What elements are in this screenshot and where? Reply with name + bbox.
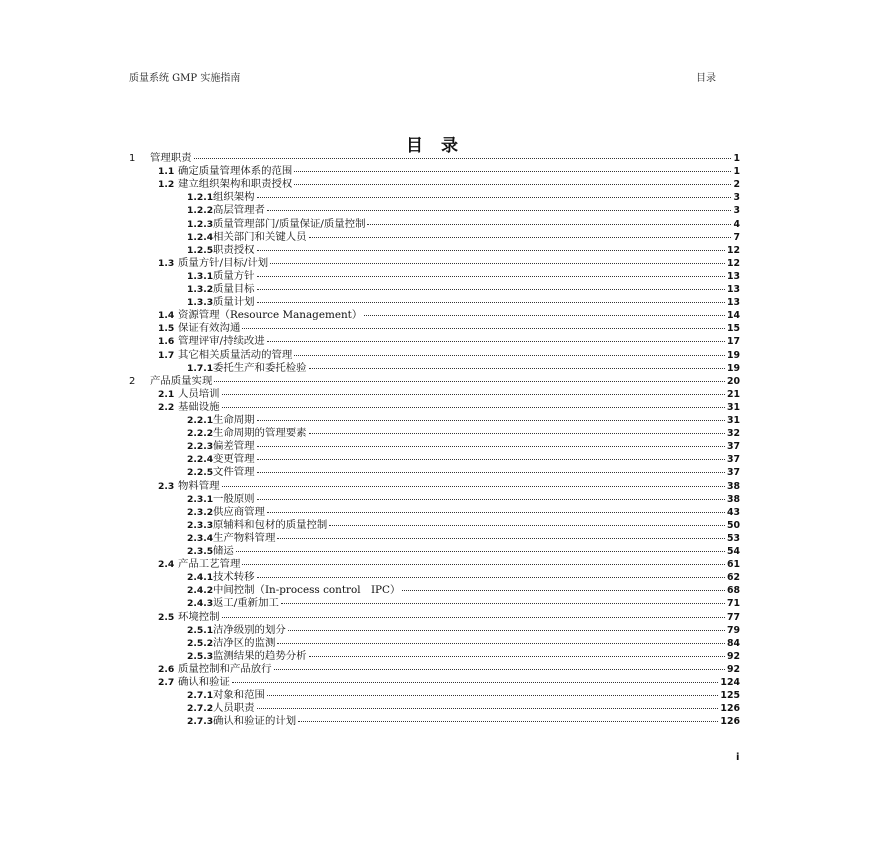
page-title: 目 录 [406,136,464,156]
toc-entry-page: 37 [726,454,740,466]
toc-entry[interactable] [0,165,870,178]
toc-entry[interactable] [0,715,870,728]
toc-entry-number: 1.2.1 [187,192,214,204]
toc-entry-page: 43 [726,506,740,518]
toc-dot-leader [257,289,725,290]
toc-entry-number: 2.4.1 [187,572,214,584]
page-number: i [736,752,740,763]
toc-dot-leader [309,368,725,369]
running-header-title: 质量系统 GMP 实施指南 [129,73,241,84]
toc-dot-leader [236,551,725,552]
toc-entry[interactable] [0,493,870,506]
toc-entry[interactable] [0,440,870,453]
toc-entry-number: 2.4 [158,559,175,571]
toc-entry[interactable] [0,414,870,427]
toc-entry[interactable] [0,506,870,519]
toc-entry-number: 2.5.1 [187,624,214,636]
toc-entry-title: 保证有效沟通 [178,322,241,335]
toc-entry-number: 2.7.2 [187,703,214,715]
toc-entry[interactable] [0,532,870,545]
toc-entry[interactable] [0,676,870,689]
toc-entry-title: 质量方针/目标/计划 [178,256,269,269]
toc-entry-title: 职责授权 [213,243,255,256]
toc-dot-leader [294,355,725,356]
toc-dot-leader [222,617,725,618]
toc-entry-number: 1.7.1 [187,362,214,374]
toc-entry-page: 31 [726,415,740,426]
toc-dot-leader [257,420,725,421]
toc-entry-title: 资源管理（Resource Management） [178,309,363,322]
toc-entry-number: 2.1 [158,388,175,400]
toc-entry-number: 1.2.2 [187,205,214,217]
toc-entry[interactable] [0,650,870,663]
toc-dot-leader [402,590,725,591]
toc-dot-leader [257,459,725,460]
toc-dot-leader [257,577,725,578]
toc-entry-page: 68 [726,585,740,597]
toc-entry-title: 质量计划 [213,296,255,309]
toc-dot-leader [214,381,725,382]
toc-entry-title: 洁净区的监测 [213,636,276,649]
toc-dot-leader [277,643,725,644]
toc-entry[interactable] [0,231,870,244]
toc-entry-title: 质量管理部门/质量保证/质量控制 [213,217,366,230]
toc-entry-title: 人员培训 [178,387,220,400]
toc-entry-number: 2.3.3 [187,519,214,531]
toc-entry-title: 质量目标 [213,283,255,295]
toc-entry-title: 建立组织架构和职责授权 [178,178,293,191]
toc-entry-page: 126 [720,703,740,715]
toc-entry-number: 2.2.5 [187,467,214,479]
toc-dot-leader [364,315,725,316]
toc-entry-number: 2.3.4 [187,532,214,544]
toc-entry-page: 92 [726,650,740,662]
toc-entry-number: 2.3.2 [187,506,214,518]
toc-entry-page: 50 [726,519,740,531]
toc-entry[interactable] [0,283,870,296]
toc-entry-title: 产品工艺管理 [178,558,241,571]
toc-entry-title: 组织架构 [213,191,255,204]
toc-entry-page: 37 [726,441,740,453]
toc-entry-page: 77 [726,611,740,623]
toc-entry-page: 126 [720,716,740,728]
toc-entry[interactable] [0,427,870,440]
toc-entry-number: 2.7.1 [187,690,214,702]
toc-entry-page: 13 [726,297,740,309]
toc-dot-leader [257,708,719,709]
toc-entry[interactable] [0,689,870,702]
toc-dot-leader [222,394,725,395]
toc-entry-title: 确定质量管理体系的范围 [178,165,293,178]
toc-entry-page: 92 [726,663,740,675]
toc-entry-title: 高层管理者 [213,204,265,217]
toc-entry-page: 54 [726,546,740,557]
toc-entry-number: 2.4.3 [187,598,214,610]
toc-dot-leader [309,656,725,657]
toc-entry-page: 37 [726,467,740,479]
toc-entry-title: 相关部门和关键人员 [213,230,307,243]
toc-dot-leader [257,276,725,277]
toc-entry-title: 生命周期 [213,414,255,426]
toc-dot-leader [257,197,732,198]
toc-dot-leader [257,499,725,500]
toc-entry-title: 确认和验证 [178,676,230,688]
toc-entry-number: 1.3.2 [187,284,214,295]
toc-entry[interactable] [0,453,870,466]
toc-dot-leader [309,237,732,238]
toc-entry-page: 84 [726,637,740,649]
toc-entry[interactable] [0,637,870,650]
toc-dot-leader [288,630,725,631]
toc-dot-leader [232,682,718,683]
toc-entry[interactable] [0,270,870,283]
toc-dot-leader [222,486,725,487]
toc-entry[interactable] [0,349,870,362]
toc-entry-title: 环境控制 [178,610,220,623]
toc-entry-title: 供应商管理 [213,505,265,518]
toc-entry-title: 人员职责 [213,702,255,715]
toc-entry-number: 1.2 [158,179,175,191]
toc-dot-leader [257,302,725,303]
toc-entry-number: 1.2.5 [187,244,214,256]
toc-entry-title: 监测结果的趋势分析 [213,649,307,662]
toc-dot-leader [242,328,725,329]
toc-entry[interactable] [0,362,870,375]
toc-entry-title: 对象和范围 [213,689,265,702]
toc-entry-title: 中间控制（In-process control IPC） [213,584,401,597]
toc-entry[interactable] [0,335,870,348]
toc-entry-number: 1.2.4 [187,231,214,243]
toc-entry-page: 38 [726,480,740,492]
toc-entry-page: 19 [726,362,740,374]
toc-entry[interactable] [0,204,870,217]
toc-entry-page: 124 [720,677,740,688]
toc-entry[interactable] [0,178,870,191]
toc-entry-title: 偏差管理 [213,440,255,453]
toc-entry[interactable] [0,584,870,597]
toc-entry-page: 20 [726,375,740,387]
toc-entry-number: 2.3.1 [187,493,214,505]
toc-entry-number: 1.5 [158,323,175,335]
toc-entry[interactable] [0,309,870,322]
toc-entry-title: 管理职责 [150,152,192,164]
toc-dot-leader [367,224,731,225]
toc-entry-page: 4 [733,218,740,230]
toc-entry-title: 原辅料和包材的质量控制 [213,518,328,531]
toc-entry-page: 12 [726,244,740,256]
toc-entry-number: 1.3.1 [187,270,214,282]
toc-entry-page: 62 [726,572,740,584]
toc-entry-number: 2.2.1 [187,415,214,426]
toc-entry[interactable] [0,401,870,414]
toc-entry-title: 文件管理 [213,466,255,479]
toc-entry-title: 产品质量实现 [150,374,213,387]
toc-entry[interactable] [0,519,870,532]
toc-dot-leader [294,184,731,185]
toc-dot-leader [267,512,725,513]
toc-entry-number: 2.4.2 [187,585,214,597]
toc-entry-page: 79 [726,624,740,636]
toc-entry-page: 53 [726,532,740,544]
toc-entry[interactable] [0,466,870,479]
toc-entry-page: 13 [726,284,740,295]
toc-entry-title: 物料管理 [178,479,220,492]
toc-entry-page: 7 [733,231,740,243]
toc-entry-number: 2.5.2 [187,637,214,649]
toc-entry-number: 2.2.4 [187,454,214,466]
toc-entry-number: 1.3 [158,257,175,269]
toc-entry-page: 15 [726,323,740,335]
toc-entry-page: 14 [726,310,740,322]
toc-entry-title: 确认和验证的计划 [213,715,297,728]
toc-entry-number: 2.7.3 [187,716,214,728]
toc-entry[interactable] [0,597,870,610]
toc-dot-leader [281,603,725,604]
toc-entry[interactable] [0,322,870,335]
toc-entry-number: 1.6 [158,336,175,348]
toc-entry-page: 13 [726,270,740,282]
toc-entry-number: 2.5.3 [187,650,214,662]
toc-entry-title: 生命周期的管理要素 [213,427,307,440]
toc-entry-page: 12 [726,257,740,269]
toc-dot-leader [257,250,725,251]
toc-entry-page: 71 [726,598,740,610]
toc-entry-number: 2 [129,375,136,387]
toc-entry-number: 2.3 [158,480,175,492]
toc-entry-title: 生产物料管理 [213,531,276,544]
toc-entry-page: 1 [733,166,740,178]
toc-entry-page: 1 [733,153,740,164]
toc-entry-title: 变更管理 [213,453,255,466]
toc-entry[interactable] [0,296,870,309]
toc-entry-title: 质量控制和产品放行 [178,662,272,675]
toc-entry-number: 2.5 [158,611,175,623]
toc-entry-page: 17 [726,336,740,348]
toc-entry[interactable] [0,702,870,715]
toc-entry[interactable] [0,218,870,231]
toc-entry-number: 1.1 [158,166,175,178]
toc-dot-leader [257,446,725,447]
toc-dot-leader [267,695,718,696]
toc-entry-title: 储运 [213,545,234,557]
toc-entry[interactable] [0,257,870,270]
toc-entry[interactable] [0,480,870,493]
toc-dot-leader [329,525,725,526]
toc-dot-leader [194,158,732,159]
toc-entry-page: 3 [733,205,740,217]
toc-entry[interactable] [0,244,870,257]
toc-dot-leader [267,210,732,211]
toc-entry-title: 返工/重新加工 [213,597,279,610]
toc-entry-title: 技术转移 [213,571,255,584]
toc-entry-number: 1.3.3 [187,297,214,309]
toc-entry-number: 1 [129,153,136,164]
toc-entry-number: 1.7 [158,349,175,361]
toc-entry[interactable] [0,152,870,165]
toc-dot-leader [257,472,725,473]
toc-entry-title: 一般原则 [213,492,255,505]
toc-entry-number: 2.2.2 [187,428,214,440]
toc-entry[interactable] [0,388,870,401]
toc-entry-page: 32 [726,428,740,440]
toc-entry[interactable] [0,571,870,584]
toc-entry-page: 3 [733,192,740,204]
running-header-section: 目录 [696,73,716,84]
toc-entry-page: 21 [726,388,740,400]
toc-entry[interactable] [0,545,870,558]
toc-entry-page: 31 [726,401,740,413]
toc-entry[interactable] [0,558,870,571]
toc-entry[interactable] [0,611,870,624]
toc-dot-leader [242,564,725,565]
toc-entry-page: 61 [726,559,740,571]
toc-entry-title: 管理评审/持续改进 [178,335,265,348]
toc-entry-page: 19 [726,349,740,361]
toc-entry-title: 质量方针 [213,269,255,282]
toc-dot-leader [294,171,731,172]
toc-entry-title: 洁净级别的划分 [213,623,286,636]
toc-entry[interactable] [0,375,870,388]
toc-entry-number: 2.2 [158,401,175,413]
toc-dot-leader [270,263,725,264]
toc-entry-title: 其它相关质量活动的管理 [178,348,293,361]
toc-entry-page: 38 [726,493,740,505]
toc-entry-title: 基础设施 [178,400,220,413]
toc-dot-leader [267,341,725,342]
toc-entry-page: 125 [720,690,740,702]
toc-entry-number: 1.4 [158,310,175,322]
toc-entry-title: 委托生产和委托检验 [213,361,307,374]
toc-dot-leader [298,721,718,722]
toc-dot-leader [277,538,725,539]
toc-entry-number: 2.3.5 [187,546,214,557]
toc-entry-number: 2.2.3 [187,441,214,453]
toc-entry[interactable] [0,663,870,676]
toc-dot-leader [309,433,725,434]
toc-entry-number: 2.7 [158,677,175,688]
toc-dot-leader [274,669,725,670]
toc-entry-page: 2 [733,179,740,191]
toc-dot-leader [222,407,725,408]
toc-entry[interactable] [0,624,870,637]
toc-entry-number: 1.2.3 [187,218,214,230]
toc-entry-number: 2.6 [158,663,175,675]
toc-entry[interactable] [0,191,870,204]
